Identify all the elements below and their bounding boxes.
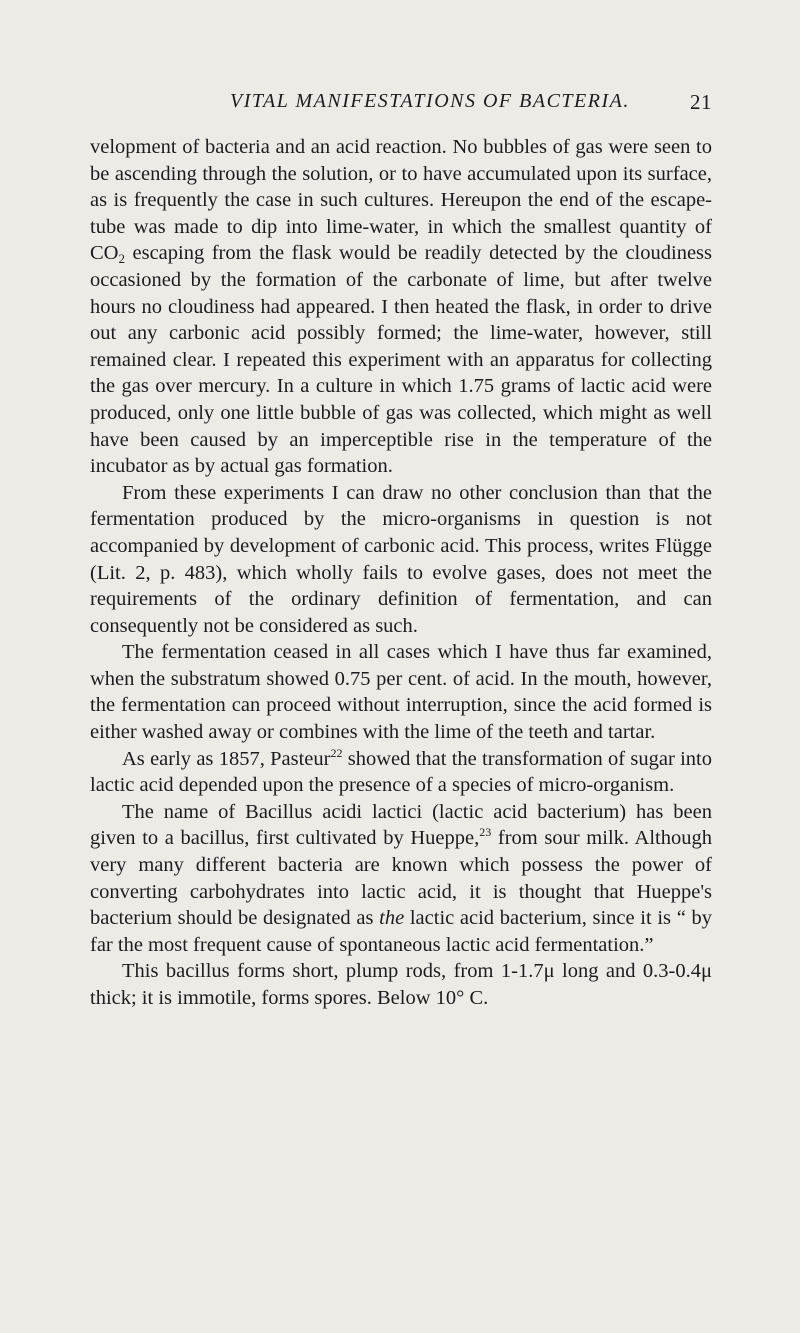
paragraph — [90, 639, 712, 745]
text-run: The name of Bacillus acidi lactici (lactic acid bacterium) has been given to a bacillus, first cultivated by Hueppe, — [90, 800, 712, 850]
reference-superscript: 23 — [479, 825, 492, 840]
italic-text-run: the — [379, 907, 405, 930]
page-header — [90, 90, 712, 120]
text-run: From these experiments I can draw no other conclusion than that the fermentation produced by the micro-organisms in question is not accompanied by development of carbonic acid. This process, writes Flügge (Lit. 2, p. 483), which wholly fails to evolve gases, does not meet the requirements of the ordinary definition of fermentation, and can consequently not be considered as such. — [90, 481, 712, 637]
text-run: from sour milk. Although very many different bacteria are known which possess the power of converting carbohydrates into lactic acid, it is thought that Hueppe's bacterium should be designated as — [90, 827, 712, 930]
paragraph — [90, 134, 712, 480]
text-run: The fermentation ceased in all cases which I have thus far examined, when the substratum showed 0.75 per cent. of acid. In the mouth, however, the fermentation can proceed without interruption, since the acid formed is either washed away or combines with the lime of the teeth and tartar. — [90, 641, 712, 744]
paragraph — [90, 746, 712, 799]
text-run: lactic acid bacterium, since it is “ by far the most frequent cause of spontaneous lactic acid fermentation.” — [90, 907, 712, 956]
text-run: As early as 1857, Pasteur — [122, 747, 331, 770]
reference-superscript: 22 — [330, 745, 343, 760]
paragraph — [90, 958, 712, 1011]
text-run: escaping from the flask would be readily detected by the cloudiness occasioned by the formation of the carbonate of lime, but after twelve hours no cloudiness had appeared. I then heated the flask, in order to drive out any carbonic acid possibly formed; the lime-water, however, still remained clear. I repeated this experiment with an apparatus for collecting the gas over mercury. In a culture in which 1.75 grams of lactic acid were produced, only one little bubble of gas was collected, which might as well have been caused by an imperceptible rise in the temperature of the incubator as by actual gas formation. — [90, 242, 712, 478]
paragraph — [90, 480, 712, 640]
text-run: showed that the transformation of sugar into lactic acid depended upon the presence of a species of micro-organism. — [90, 747, 712, 797]
body-text — [90, 134, 712, 1012]
text-run: velopment of bacteria and an acid reaction. No bubbles of gas were seen to be ascending through the solution, or to have accumulated upon its surface, as is frequently the case in such cultures. Hereupon the end of the escape-tube was made to dip into lime-water, in which the smallest quantity of CO — [90, 136, 712, 265]
text-run: This bacillus forms short, plump rods, from 1-1.7μ long and 0.3-0.4μ thick; it is immotile, forms spores. Below 10° C. — [90, 960, 712, 1009]
chemical-subscript: 2 — [118, 251, 125, 267]
page-number: 21 — [690, 90, 712, 114]
running-title: VITAL MANIFESTATIONS OF BACTERIA. — [230, 90, 630, 112]
paragraph — [90, 799, 712, 959]
